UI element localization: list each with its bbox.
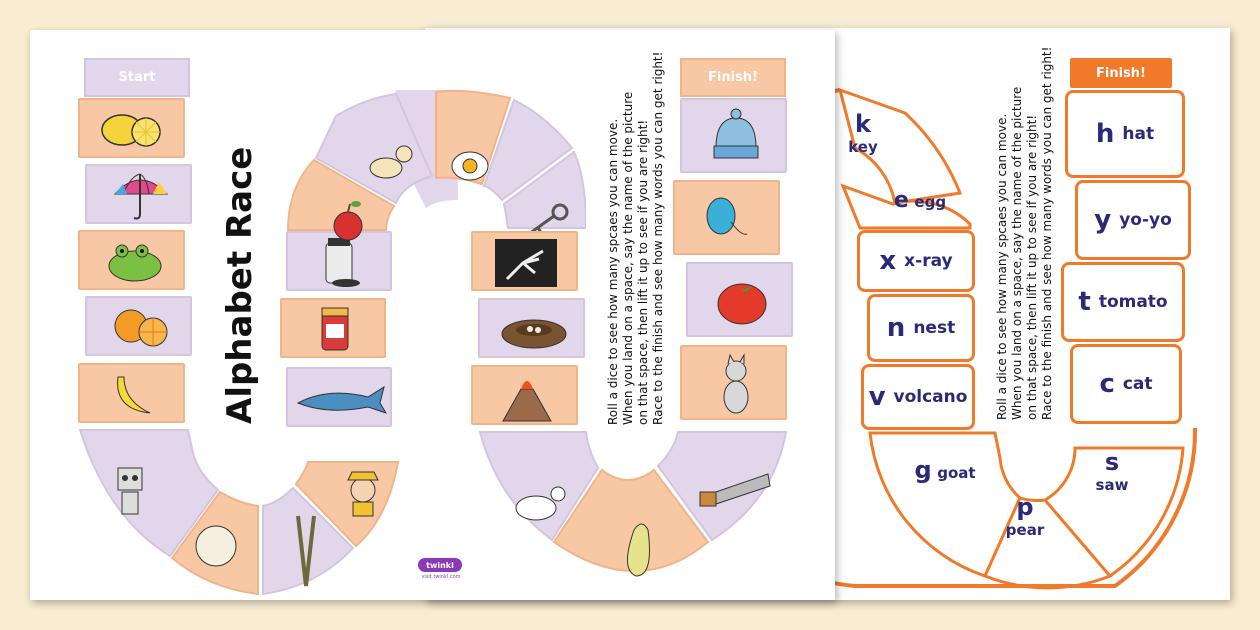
answer-word: hat: [1122, 124, 1155, 144]
hat-icon: [682, 100, 789, 175]
answer-tile-x[interactable]: [857, 230, 975, 292]
instruction-line: Roll a dice to see how many spcaes you can move.: [995, 113, 1009, 420]
answer-letter: p: [1016, 493, 1034, 521]
board-space-nest[interactable]: [478, 298, 585, 358]
answer-word: volcano: [893, 387, 968, 407]
board-space-volcano[interactable]: [471, 365, 578, 425]
answer-letter: n: [886, 313, 906, 343]
tomato-icon: [688, 264, 795, 339]
answer-letter: k: [855, 110, 871, 138]
answer-tile-h[interactable]: [1065, 90, 1185, 178]
instruction-line: When you land on a space, say the name of the picture: [621, 91, 635, 425]
instruction-line: on that space, then lift it up to see if you are right!: [636, 119, 650, 425]
answer-letter: v: [868, 382, 886, 412]
answer-word: cat: [1122, 374, 1153, 394]
board-space-hat[interactable]: [680, 98, 787, 173]
board-space-umbrella[interactable]: [85, 164, 192, 224]
twinkl-url: visit twinkl.com: [421, 574, 461, 580]
answer-word: x-ray: [904, 251, 953, 271]
answer-tile-s[interactable]: [1082, 448, 1142, 494]
answer-word: saw: [1095, 476, 1129, 494]
answer-word: tomato: [1098, 292, 1168, 312]
board-space-frog[interactable]: [78, 230, 185, 290]
umbrella-icon: [87, 166, 194, 226]
board-space-yoyo[interactable]: [673, 180, 780, 255]
moon-icon: [196, 526, 236, 566]
volcano-icon: [473, 367, 580, 427]
instruction-line: Race to the finish and see how many words you can get right!: [651, 51, 665, 425]
nest-icon: [480, 300, 587, 360]
answer-instructions: [995, 47, 1055, 420]
answer-tile-n[interactable]: [867, 294, 975, 362]
answer-tile-y[interactable]: [1075, 180, 1191, 260]
board-space-banana[interactable]: [78, 363, 185, 423]
board-space-cat[interactable]: [680, 345, 787, 420]
answer-letter: x: [879, 246, 897, 276]
instruction-line: When you land on a space, say the name of the picture: [1010, 86, 1024, 420]
twinkl-logo: twinkl: [418, 558, 462, 572]
queen-icon: [348, 472, 378, 516]
picture-board-sheet: [30, 30, 835, 600]
start-label: Start: [84, 58, 190, 97]
answer-letter: c: [1099, 369, 1115, 399]
board-space-whale[interactable]: [286, 367, 392, 427]
answer-word: key: [848, 138, 878, 156]
board-space-orange[interactable]: [85, 296, 192, 356]
answer-finish-label: Finish!: [1070, 58, 1172, 88]
yoyo-icon: [675, 182, 782, 257]
bottom-left-wedges: [78, 428, 408, 598]
answer-word: nest: [913, 318, 956, 338]
board-space-tomato[interactable]: [686, 262, 793, 337]
egg-icon: [452, 152, 488, 180]
answer-letter: h: [1095, 119, 1115, 149]
lemon-icon: [80, 100, 187, 160]
answer-tile-k[interactable]: [843, 110, 883, 156]
answer-tile-p[interactable]: [995, 493, 1055, 539]
board-space-jam[interactable]: [280, 298, 386, 358]
answer-word: pear: [1005, 521, 1045, 539]
answer-word: egg: [914, 193, 947, 211]
answer-letter: e: [893, 188, 909, 213]
answer-letter: t: [1078, 287, 1091, 317]
frog-icon: [80, 232, 187, 292]
jam-icon: [282, 300, 388, 360]
instruction-line: Roll a dice to see how many spcaes you can move.: [606, 118, 620, 425]
answer-tile-c[interactable]: [1070, 344, 1182, 424]
answer-letter: g: [914, 456, 932, 484]
answer-letter: s: [1104, 448, 1120, 476]
answer-tile-e[interactable]: [880, 188, 960, 213]
whale-icon: [288, 369, 394, 429]
board-space-lemon[interactable]: [78, 98, 185, 158]
board-instructions: [606, 52, 666, 425]
board-space-xray[interactable]: [471, 231, 578, 291]
answer-tile-t[interactable]: [1061, 262, 1185, 342]
orange-icon: [87, 298, 194, 358]
finish-label: Finish!: [680, 58, 786, 97]
answer-word: goat: [937, 464, 976, 482]
game-title: Alphabet Race: [220, 146, 260, 424]
answer-tile-g[interactable]: [895, 456, 995, 484]
instruction-line: Race to the finish and see how many words you can get right!: [1040, 46, 1054, 420]
xray-icon: [473, 233, 580, 293]
answer-letter: y: [1094, 205, 1112, 235]
instruction-line: on that space, then lift it up to see if you are right!: [1025, 114, 1039, 420]
answer-word: yo-yo: [1119, 210, 1172, 230]
bottom-right-wedges: [478, 430, 788, 600]
answer-tile-v[interactable]: [861, 364, 975, 430]
cat-icon: [682, 347, 789, 422]
banana-icon: [80, 365, 187, 425]
